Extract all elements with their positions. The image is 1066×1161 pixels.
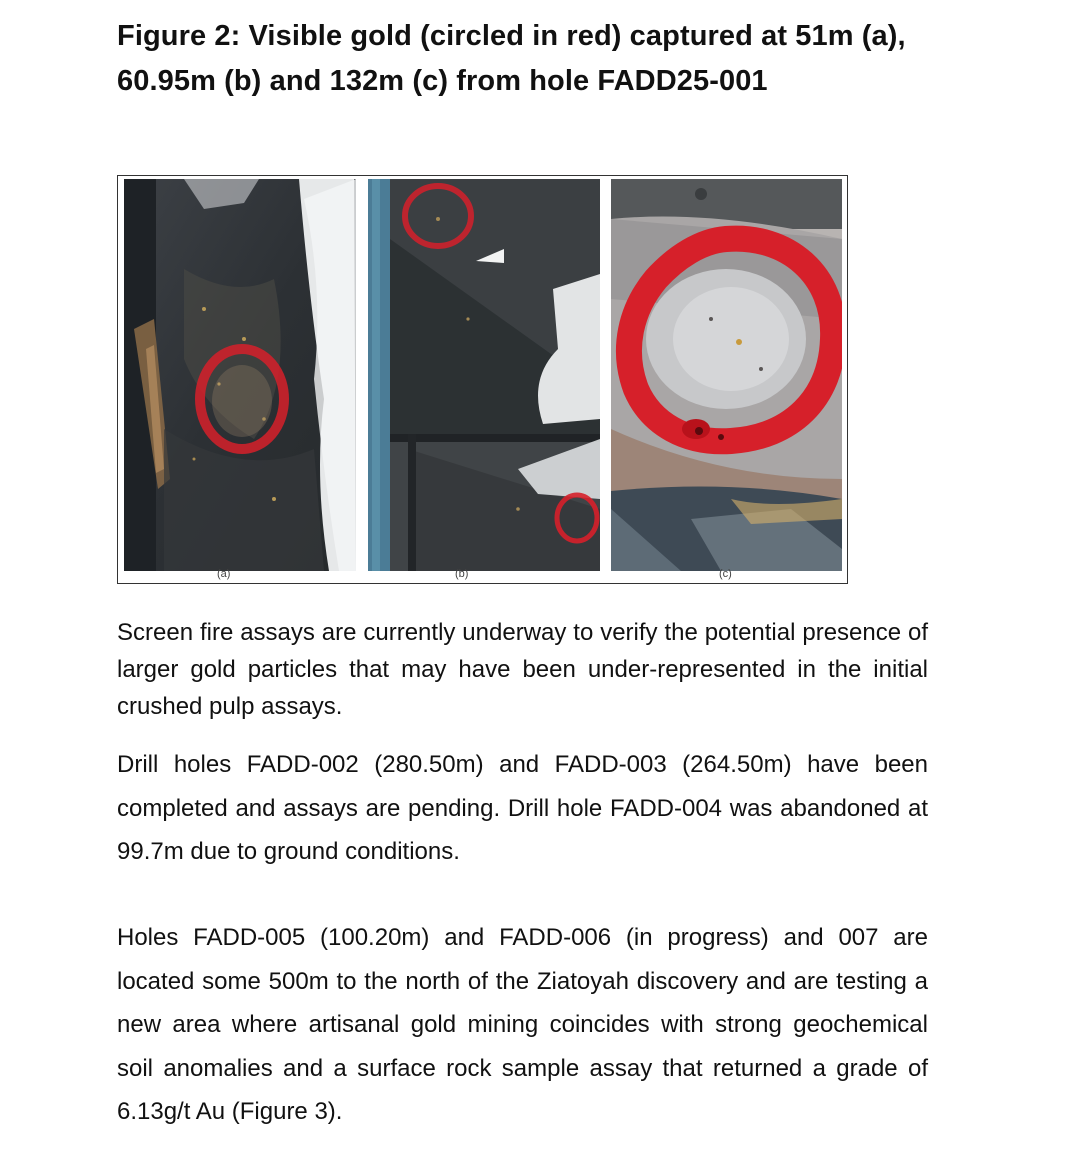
panel-label-c: (c) [719, 568, 732, 580]
core-photo-c [611, 179, 842, 571]
panel-label-a: (a) [217, 568, 231, 580]
figure-title: Figure 2: Visible gold (circled in red) captured at 51m (a), 60.95m (b) and 132m (c) from hole FADD25-001 [117, 20, 906, 97]
panel-label-b: (b) [455, 568, 469, 580]
core-photo-b [368, 179, 600, 571]
paragraph-screen-fire-assays: Screen fire assays are currently underway to verify the potential presence of larger gold particles that may have been under-represented in the initial crushed pulp assays. [117, 619, 928, 720]
core-photo-figure [117, 175, 848, 584]
paragraph-drill-holes-completed: Drill holes FADD-002 (280.50m) and FADD-003 (264.50m) have been completed and assays are pending. Drill hole FADD-004 was abandoned at 99.7m due to ground conditions. [117, 751, 928, 865]
paragraph-new-area-holes: Holes FADD-005 (100.20m) and FADD-006 (in progress) and 007 are located some 500m to the north of the Ziatoyah discovery and are testing a new area where artisanal gold mining coincides with strong geochemical soil anomalies and a surface rock sample assay that returned a grade of 6.13g/t Au (Figure 3). [117, 924, 928, 1125]
core-photo-a [124, 179, 356, 571]
